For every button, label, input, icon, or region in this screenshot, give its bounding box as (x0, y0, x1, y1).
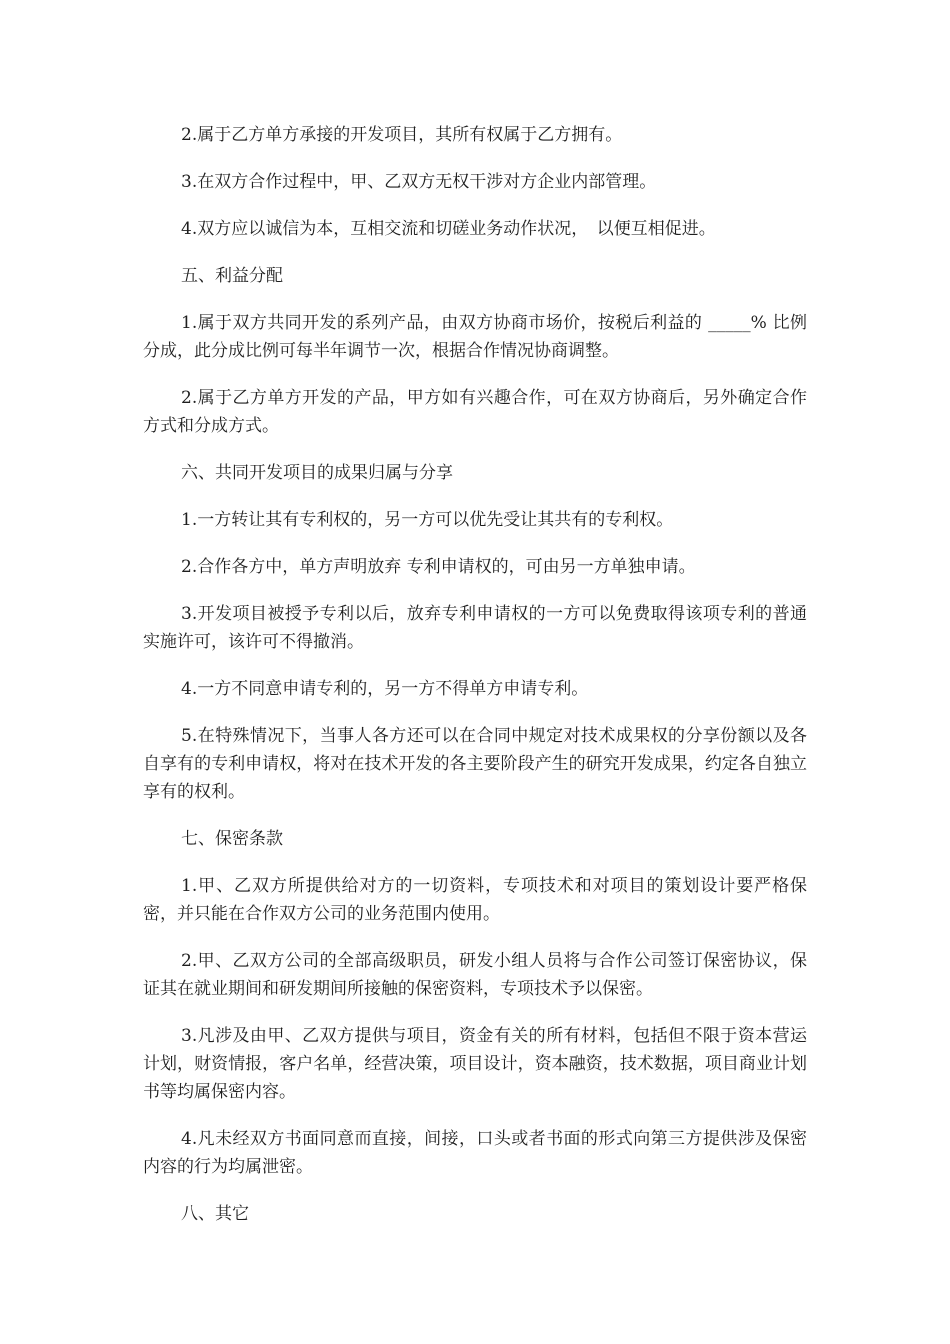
clause-paragraph: 4.凡未经双方书面同意而直接，间接，口头或者书面的形式向第三方提供涉及保密内容的行为均属泄密。 (143, 1129, 807, 1177)
section-heading: 六、共同开发项目的成果归属与分享 (181, 463, 453, 483)
clause-paragraph: 2.属于乙方单方承接的开发项目，其所有权属于乙方拥有。 (181, 125, 623, 145)
clause-paragraph: 3.在双方合作过程中，甲、乙双方无权干涉对方企业内部管理。 (181, 172, 657, 192)
section-heading: 八、其它 (181, 1204, 249, 1224)
clause-paragraph: 5.在特殊情况下，当事人各方还可以在合同中规定对技术成果权的分享份额以及各自享有的专利申请权，将对在技术开发的各主要阶段产生的研究开发成果，约定各自独立享有的权利。 (143, 726, 807, 802)
clause-paragraph: 2.合作各方中，单方声明放弃 专利申请权的，可由另一方单独申请。 (181, 557, 696, 577)
clause-paragraph: 1.属于双方共同开发的系列产品，由双方协商市场价，按税后利益的 _____% 比例分成，此分成比例可每半年调节一次，根据合作情况协商调整。 (143, 313, 807, 361)
section-heading: 七、保密条款 (181, 829, 283, 849)
clause-paragraph: 1.一方转让其有专利权的，另一方可以优先受让其共有的专利权。 (181, 510, 674, 530)
clause-paragraph: 4.一方不同意申请专利的，另一方不得单方申请专利。 (181, 679, 589, 699)
document-body (143, 121, 807, 1247)
clause-paragraph: 3.凡涉及由甲、乙双方提供与项目，资金有关的所有材料，包括但不限于资本营运计划，财资情报，客户名单，经营决策，项目设计，资本融资，技术数据，项目商业计划书等均属保密内容。 (143, 1026, 807, 1102)
section-heading: 五、利益分配 (181, 266, 283, 286)
clause-paragraph: 2.甲、乙双方公司的全部高级职员，研发小组人员将与合作公司签订保密协议，保证其在就业期间和研发期间所接触的保密资料，专项技术予以保密。 (143, 951, 807, 999)
clause-paragraph: 1.甲、乙双方所提供给对方的一切资料，专项技术和对项目的策划设计要严格保密，并只能在合作双方公司的业务范围内使用。 (143, 876, 807, 924)
clause-paragraph: 2.属于乙方单方开发的产品，甲方如有兴趣合作，可在双方协商后，另外确定合作方式和分成方式。 (143, 388, 807, 436)
clause-paragraph: 4.双方应以诚信为本，互相交流和切磋业务动作状况， 以便互相促进。 (181, 219, 716, 239)
clause-paragraph: 3.开发项目被授予专利以后，放弃专利申请权的一方可以免费取得该项专利的普通实施许可，该许可不得撤消。 (143, 604, 807, 652)
